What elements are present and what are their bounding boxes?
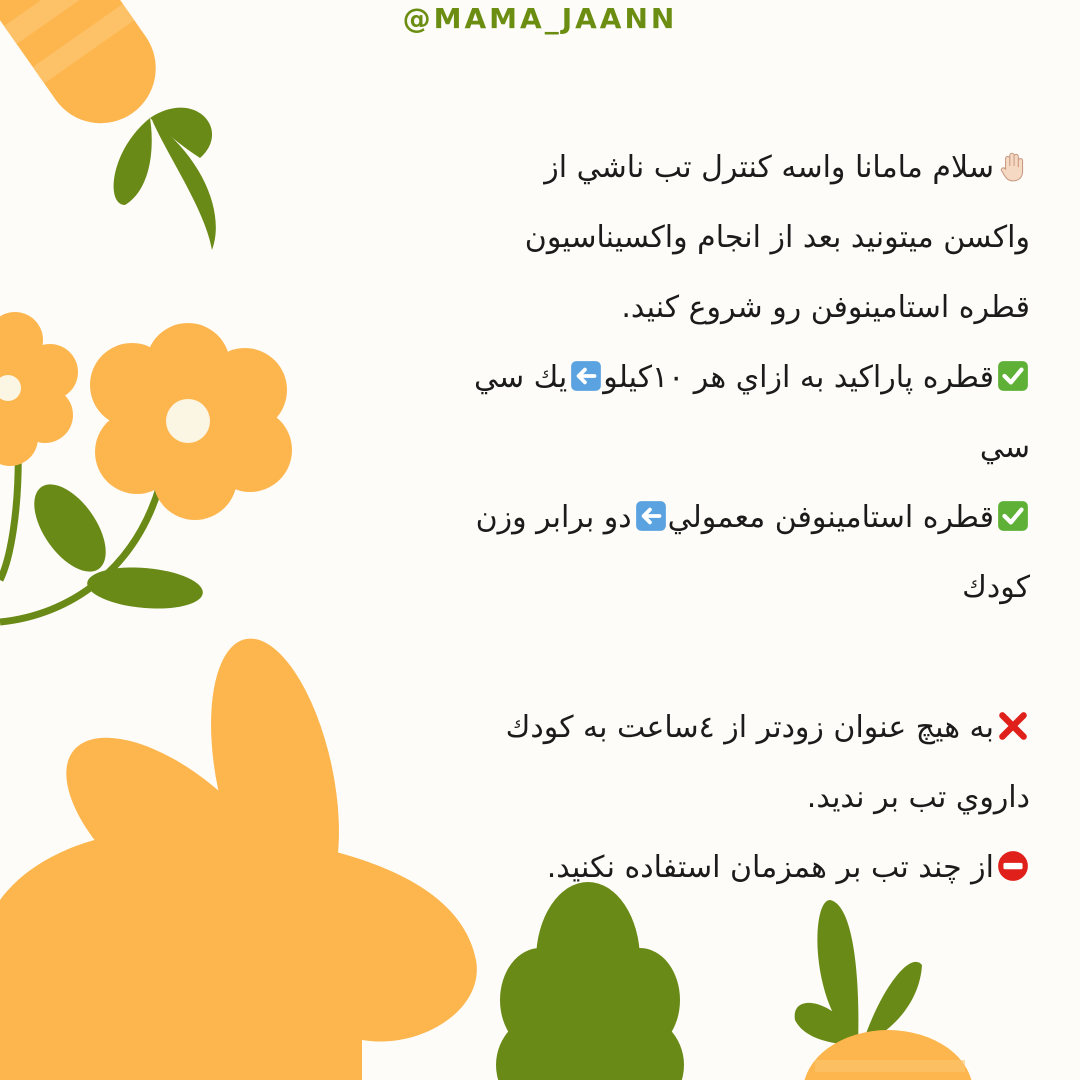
- bunny-illustration: [0, 627, 477, 1080]
- paragraph-spacer: [430, 623, 1030, 693]
- intro-paragraph: [430, 133, 1030, 343]
- bottom-carrot-illustration: [795, 900, 973, 1080]
- paracid-dose-amount: يك سي سي: [473, 360, 1030, 465]
- cross-mark-icon: [996, 709, 1030, 743]
- raised-hand-icon: [996, 149, 1030, 183]
- post-text: [430, 133, 1030, 903]
- timing-warning-item: [430, 693, 1030, 833]
- no-entry-icon: [996, 849, 1030, 883]
- timing-warning-text: به هيچ عنوان زودتر از ٤ساعت به کودك داروي تب بر نديد.: [505, 710, 1030, 815]
- check-mark-icon: [996, 499, 1030, 533]
- multiple-drugs-warning-text: از چند تب بر همزمان استفاده نکنيد.: [546, 850, 994, 885]
- check-mark-icon: [996, 359, 1030, 393]
- paracid-dose-text: قطره پاراکيد به ازاي هر ۱۰کيلو: [603, 360, 994, 395]
- intro-line-3: قطره استامينوفن رو شروع کنيد.: [621, 290, 1030, 325]
- paracid-dose-item: [430, 343, 1030, 483]
- intro-line-2: واکسن ميتونيد بعد از انجام واکسيناسيون: [524, 220, 1030, 255]
- top-carrot-illustration: [0, 0, 216, 250]
- flower-illustration: [0, 312, 292, 622]
- bush-illustration: [496, 882, 684, 1080]
- acetaminophen-dose-text: قطره استامينوفن معمولي: [667, 500, 994, 535]
- multiple-drugs-warning-item: [430, 833, 1030, 903]
- acetaminophen-dose-item: [430, 483, 1030, 623]
- intro-line-1: سلام مامانا واسه کنترل تب ناشي از: [544, 150, 994, 185]
- left-arrow-icon: [634, 499, 668, 533]
- account-handle: @MAMA_JAANN: [402, 2, 678, 35]
- left-arrow-icon: [569, 359, 603, 393]
- acetaminophen-dose-amount: دو برابر وزن کودك: [475, 500, 1030, 605]
